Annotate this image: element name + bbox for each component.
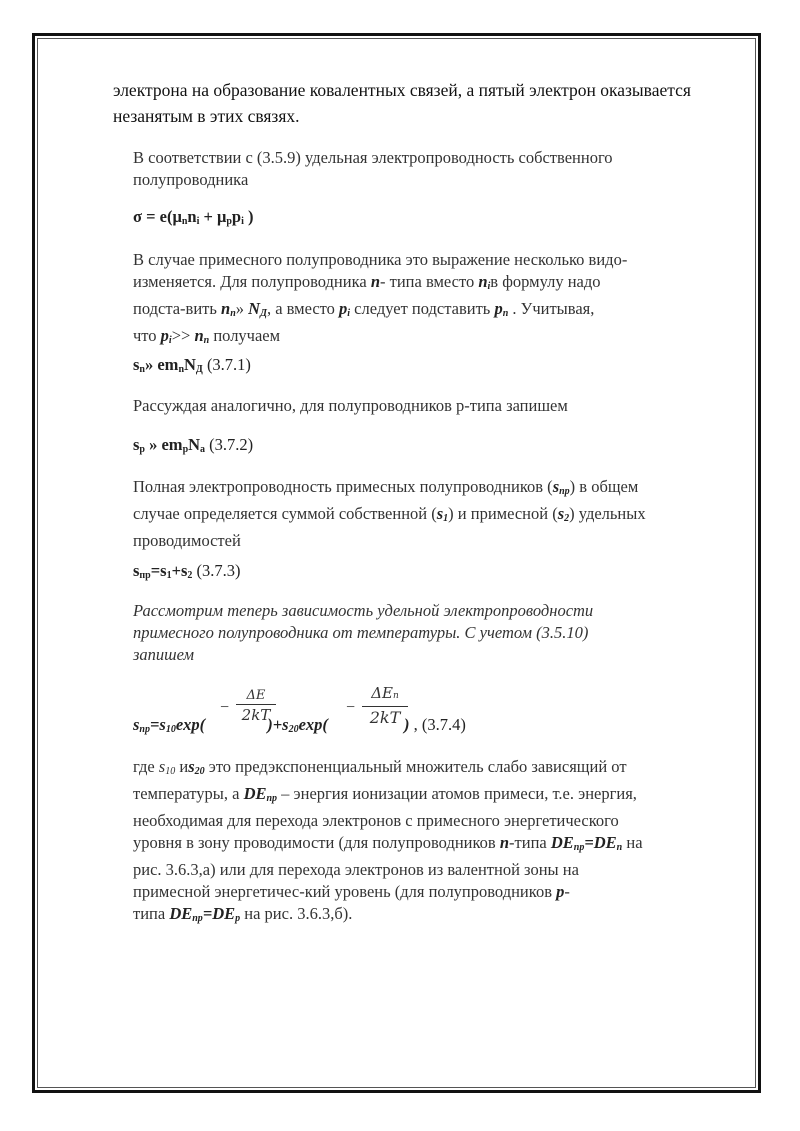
text: ) и примесной ( xyxy=(448,504,558,523)
formula-text: σ = e(μ xyxy=(133,207,182,226)
p6-line-1 xyxy=(133,756,733,783)
symbol-sub: 20 xyxy=(194,766,205,777)
formula-sub: пр xyxy=(139,724,150,735)
text: и xyxy=(175,757,189,776)
formula-sub: 20 xyxy=(288,724,299,735)
formula-text: N xyxy=(188,435,201,454)
intro-line-2: незанятым в этих связях. xyxy=(113,106,300,126)
symbol: s xyxy=(557,504,565,523)
text: на xyxy=(622,833,643,852)
text: что xyxy=(133,326,161,345)
formula-3-7-2 xyxy=(133,435,253,455)
symbol: s xyxy=(552,477,560,496)
p1-line-1: В соответствии с (3.5.9) удельная электропроводность собственного xyxy=(133,148,613,167)
symbol-sub: пр xyxy=(266,793,278,804)
formula-sub: 10 xyxy=(165,724,176,735)
formula-text: p xyxy=(231,207,242,226)
text: » xyxy=(235,299,249,318)
formula-text: exp( xyxy=(298,715,328,734)
formula-sub: n xyxy=(181,216,188,227)
formula-sub: пр xyxy=(139,570,151,581)
text: подста-вить xyxy=(133,299,222,318)
text: уровня в зону проводимости (для полупроводников xyxy=(133,833,500,852)
formula-sub: Д xyxy=(195,364,203,375)
symbol-sub: n xyxy=(230,308,236,319)
symbol: p xyxy=(556,882,565,901)
text: – энергия ионизации атомов примеси, т.е. энергия, xyxy=(277,784,637,803)
symbol: p xyxy=(160,326,169,345)
formula-sub: a xyxy=(200,444,206,455)
formula-sub: 1 xyxy=(166,570,172,581)
symbol: DE xyxy=(169,904,193,923)
p2-line-4 xyxy=(133,325,733,352)
text: . Учитывая, xyxy=(508,299,595,318)
symbol-sub: i xyxy=(487,281,491,292)
formula-3-7-3 xyxy=(133,561,241,581)
symbol-sub: 1 xyxy=(443,513,449,524)
text: - типа вместо xyxy=(380,272,479,291)
paragraph-p-type xyxy=(133,395,733,417)
formula-sub: n xyxy=(139,364,145,375)
symbol-sub: i xyxy=(347,308,351,319)
formula-sub: p xyxy=(182,444,189,455)
p6-line-4 xyxy=(133,832,733,859)
equation-number: (3.7.2) xyxy=(205,435,254,454)
symbol: DE xyxy=(550,833,574,852)
symbol-sub: i xyxy=(168,335,172,346)
symbol: n xyxy=(221,299,231,318)
text: типа xyxy=(133,904,170,923)
intro-line-1: электрона на образование ковалентных связей, а пятый электрон оказывается xyxy=(113,80,691,100)
symbol-sub: n xyxy=(203,335,210,346)
fraction-1 xyxy=(236,688,276,725)
formula-sigma xyxy=(133,207,254,227)
p3-line: Рассуждая аналогично, для полупроводников р-типа запишем xyxy=(133,396,568,415)
text: случае определяется суммой собственной ( xyxy=(133,504,437,523)
symbol-sub: пр xyxy=(573,842,585,853)
symbol: p xyxy=(494,299,503,318)
text: температуры, а xyxy=(133,784,244,803)
symbol-sub: p xyxy=(235,913,241,924)
paragraph-total-conductivity xyxy=(133,476,733,552)
paragraph-impurity xyxy=(133,249,733,352)
symbol-sub: 10 xyxy=(165,766,176,777)
p6-line-5: рис. 3.6.3,а) или для перехода электронов из валентной зоны на xyxy=(133,860,579,879)
text: >> xyxy=(171,326,195,345)
formula-text: +s xyxy=(171,561,188,580)
symbol: n xyxy=(194,326,204,345)
text: получаем xyxy=(209,326,281,345)
fraction-denominator: 2kT xyxy=(241,706,271,724)
formula-sub: p xyxy=(226,216,232,227)
formula-3-7-1 xyxy=(133,355,251,375)
formula-sub: i xyxy=(196,216,200,227)
formula-text: s xyxy=(133,561,140,580)
paragraph-conductivity-intro xyxy=(133,147,733,191)
p2-line-1: В случае примесного полупроводника это выражение несколько видо- xyxy=(133,250,628,269)
formula-text: » em xyxy=(144,355,179,374)
formula-text: + μ xyxy=(199,207,227,226)
p5-line-3: запишем xyxy=(133,645,195,664)
p6-line-7 xyxy=(133,903,733,930)
p4-line-1 xyxy=(133,476,733,503)
p5-line-2: примесного полупроводника от температуры. С учетом (3.5.10) xyxy=(133,623,589,642)
symbol-sub: пр xyxy=(559,486,570,497)
text: на рис. 3.6.3,б). xyxy=(240,904,353,923)
symbol-sub: n xyxy=(502,308,509,319)
p6-line-6 xyxy=(133,881,733,903)
formula-sub: p xyxy=(139,444,145,455)
minus-sign: − xyxy=(346,699,356,716)
formula-text: n xyxy=(187,207,197,226)
text: ) в общем xyxy=(569,477,639,496)
formula-3-7-4 xyxy=(133,715,466,735)
equation-number: (3.7.3) xyxy=(192,561,241,580)
text: в формулу надо xyxy=(490,272,601,291)
symbol: n xyxy=(478,272,488,291)
fraction-numerator: ΔE xyxy=(371,684,393,702)
symbol: s xyxy=(158,757,166,776)
symbol: =DE xyxy=(584,833,617,852)
formula-text: =s xyxy=(149,715,166,734)
fraction-denominator: 2kT xyxy=(369,708,401,727)
equation-number: (3.7.1) xyxy=(202,355,251,374)
text: следует подставить xyxy=(350,299,495,318)
text: это предэкспоненциальный множитель слабо зависящий от xyxy=(204,757,627,776)
p2-line-3 xyxy=(133,298,733,325)
formula-text: N xyxy=(184,355,196,374)
formula-text: s xyxy=(133,355,140,374)
symbol: s xyxy=(436,504,444,523)
text: где xyxy=(133,757,159,776)
paragraph-explanation xyxy=(133,756,733,930)
text: Полная электропроводность примесных полупроводников ( xyxy=(133,477,553,496)
symbol: n xyxy=(370,272,380,291)
symbol-sub: пр xyxy=(192,913,203,924)
paragraph-temperature xyxy=(133,600,733,666)
intro-paragraph xyxy=(113,77,745,129)
formula-text: ) xyxy=(399,715,410,734)
minus-sign: − xyxy=(220,699,230,716)
symbol: N xyxy=(248,299,261,318)
symbol-sub: Д xyxy=(260,308,267,319)
text: примесной энергетичес-кий уровень (для полупроводников xyxy=(133,882,557,901)
formula-text: =s xyxy=(150,561,167,580)
p2-line-2 xyxy=(133,271,733,298)
p4-line-3: проводимостей xyxy=(133,531,241,550)
symbol: n xyxy=(499,833,510,852)
text: изменяется. Для полупроводника xyxy=(133,272,371,291)
p4-line-2 xyxy=(133,503,733,530)
p6-line-2 xyxy=(133,783,733,810)
symbol: s xyxy=(188,757,195,776)
symbol: p xyxy=(339,299,348,318)
formula-text: )+s xyxy=(263,715,289,734)
text: -типа xyxy=(509,833,551,852)
formula-text: » em xyxy=(144,435,183,454)
formula-sub: 2 xyxy=(187,570,193,581)
formula-text: s xyxy=(133,715,140,734)
fraction-2 xyxy=(362,683,408,729)
formula-text: s xyxy=(133,435,140,454)
fraction-sub: п xyxy=(393,691,399,701)
p1-line-2: полупроводника xyxy=(133,170,249,189)
fraction-numerator: ΔE xyxy=(246,688,266,703)
text: - xyxy=(564,882,570,901)
formula-text: ) xyxy=(243,207,254,226)
formula-sub: i xyxy=(241,216,244,227)
equation-number: , (3.7.4) xyxy=(409,715,466,734)
symbol-sub: n xyxy=(616,842,623,853)
text: , а вместо xyxy=(266,299,340,318)
p5-line-1: Рассмотрим теперь зависимость удельной электропроводности xyxy=(133,601,594,620)
p6-line-3: необходимая для перехода электронов с примесного энергетического xyxy=(133,811,619,830)
text: ) удельных xyxy=(569,504,646,523)
symbol: =DE xyxy=(202,904,236,923)
symbol-sub: 2 xyxy=(564,513,570,524)
formula-text: exp( xyxy=(175,715,206,734)
symbol: DE xyxy=(243,784,267,803)
formula-sub: n xyxy=(178,364,184,375)
